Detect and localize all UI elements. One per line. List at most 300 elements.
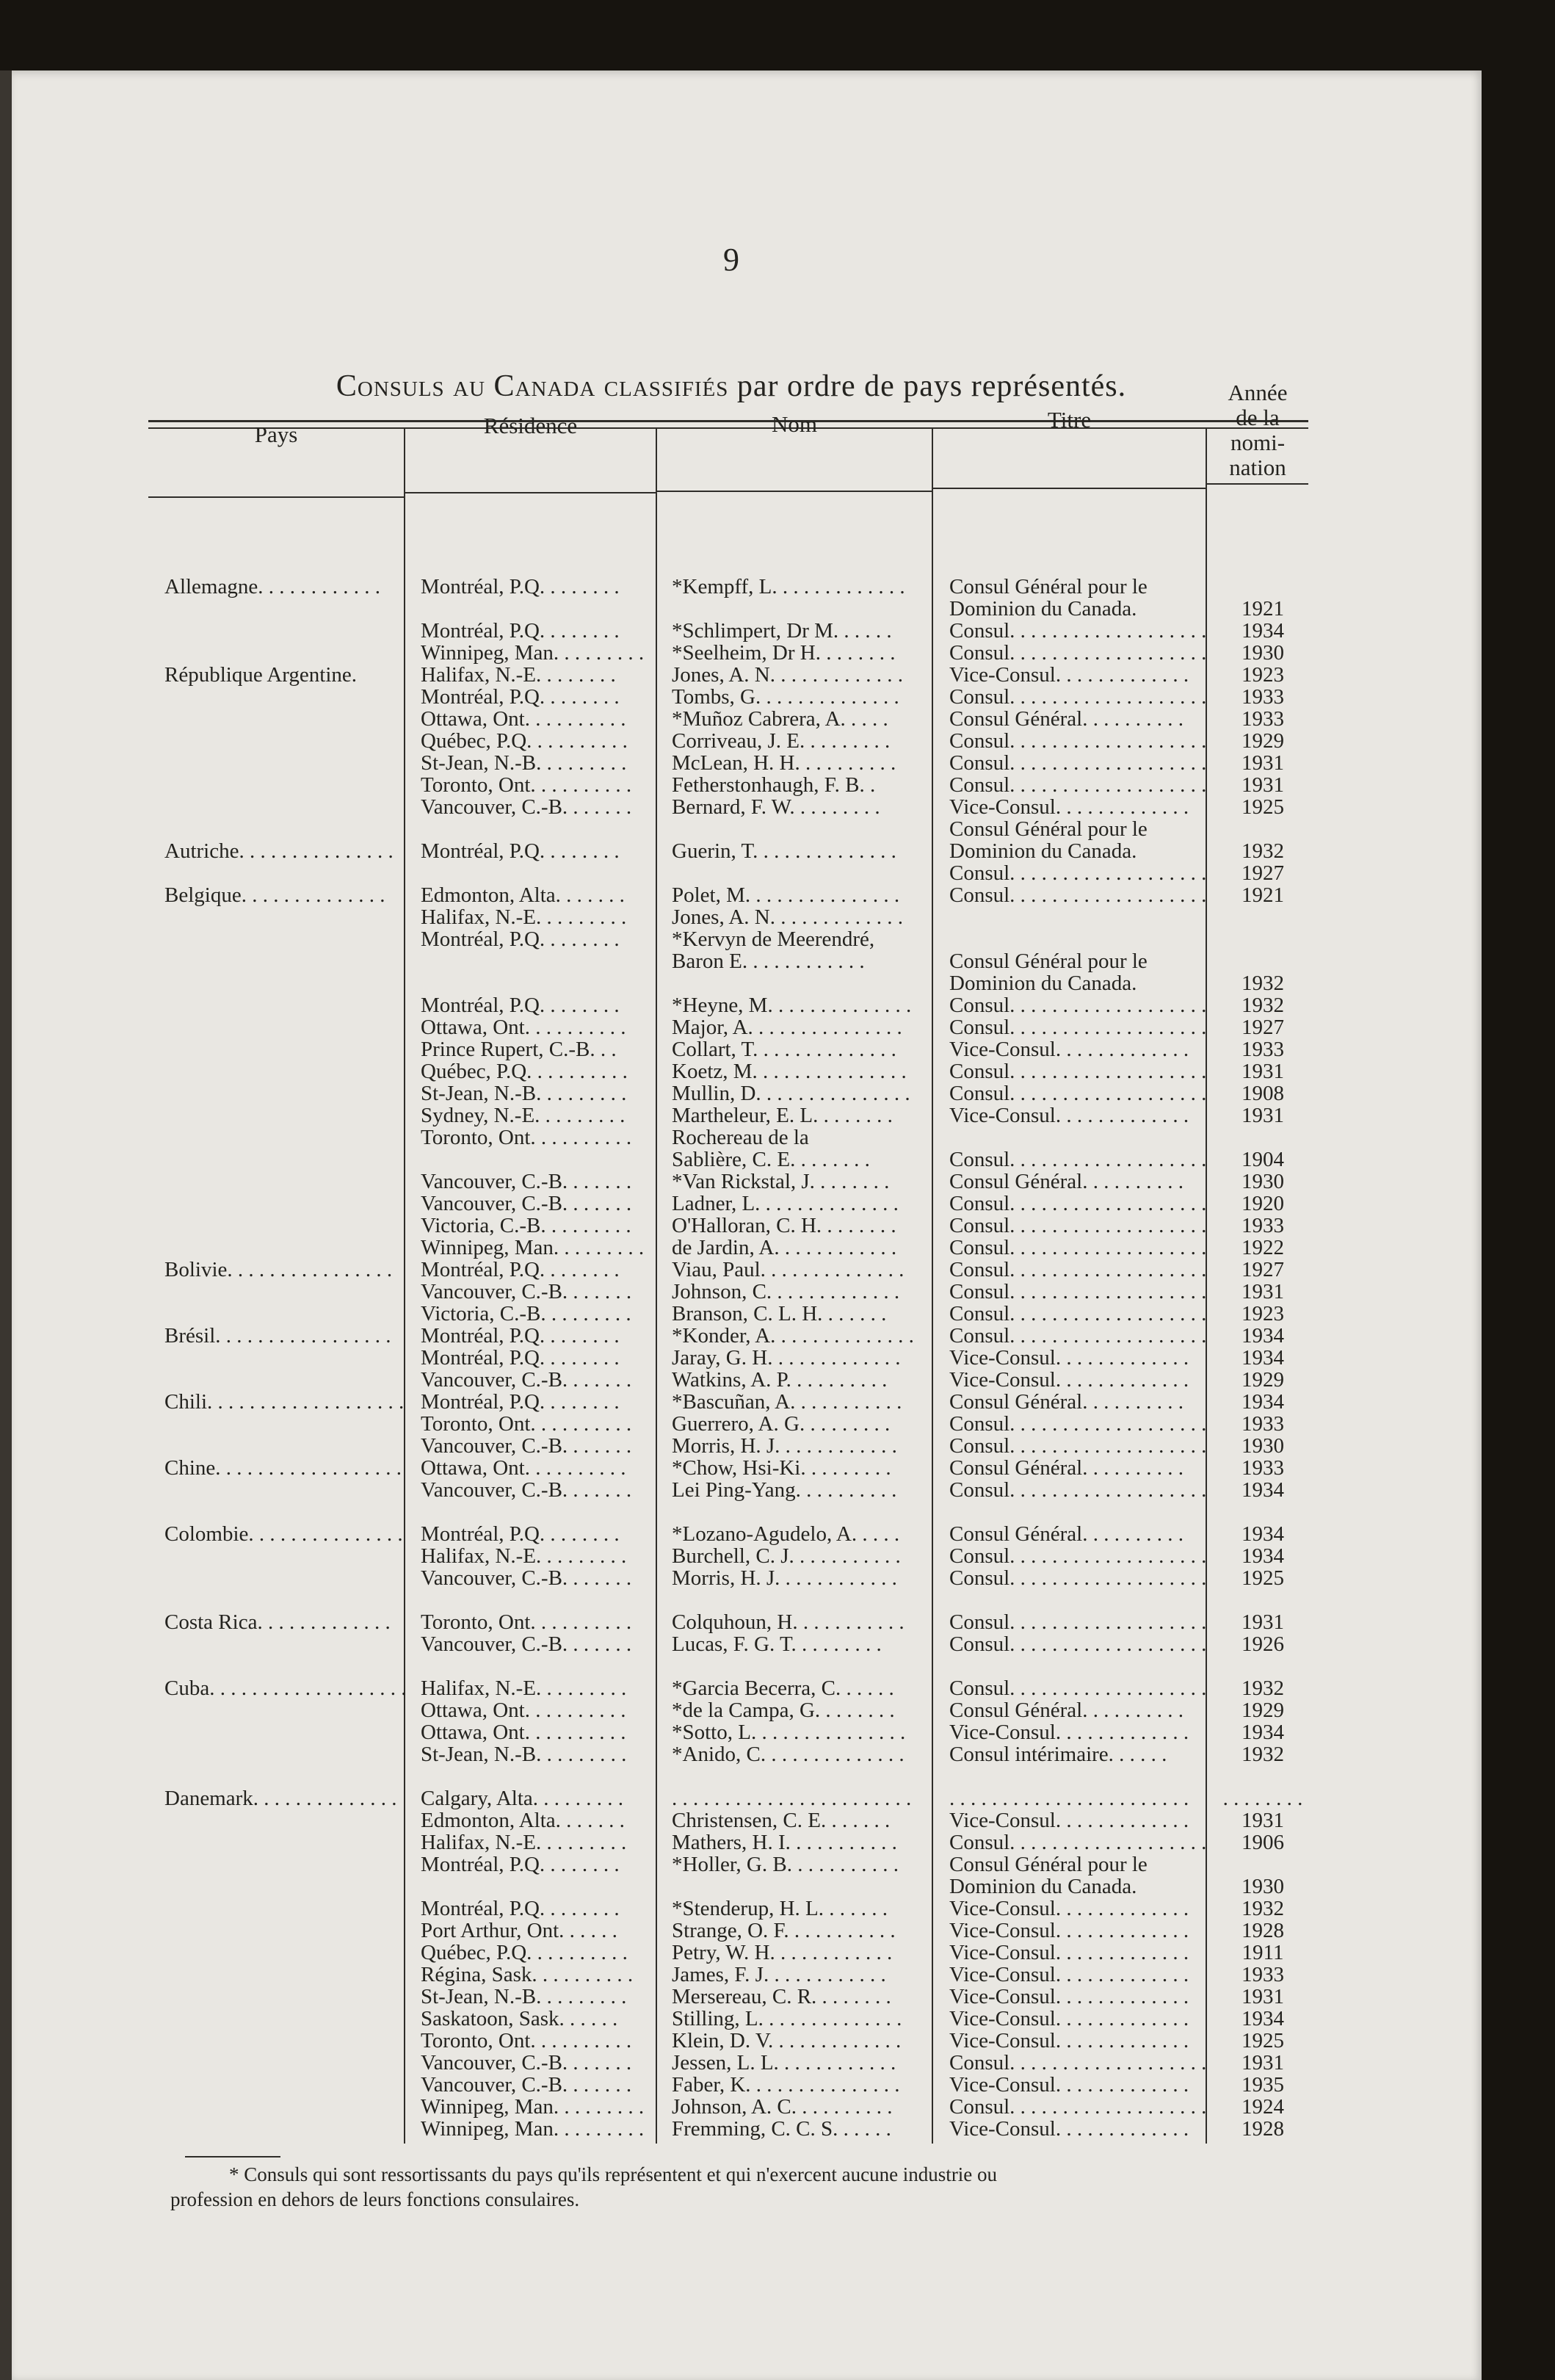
residence-cell: Toronto, Ont. . . . . . . . . . xyxy=(421,1413,632,1435)
residence-cell: Montréal, P.Q. . . . . . . . xyxy=(421,1523,620,1545)
country-cell xyxy=(150,2118,415,2140)
name-cell: Petry, W. H. . . . . . . . . . . . xyxy=(672,1942,893,1964)
country-cell xyxy=(150,1435,415,1457)
name-cell: Guerin, T. . . . . . . . . . . . . . xyxy=(672,840,896,862)
residence-cell: St-Jean, N.-B. . . . . . . . . xyxy=(421,1743,627,1765)
title-cell: Consul. . . . . . . . . . . . . . . . . . . xyxy=(949,862,1207,884)
residence-cell: Winnipeg, Man. . . . . . . . . xyxy=(421,1237,645,1259)
residence-cell: Sydney, N.-E. . . . . . . . . xyxy=(421,1104,626,1126)
country-cell xyxy=(150,1986,415,2008)
scan-edge xyxy=(0,70,12,2380)
table-row xyxy=(150,2118,1307,2140)
title-cell: Consul. . . . . . . . . . . . . . . . . . . xyxy=(949,1149,1207,1171)
year-cell: 1931 xyxy=(1242,1060,1284,1082)
year-cell: 1934 xyxy=(1242,620,1284,642)
title-cell: . . . . . . . . . . . . . . . . . . . . . . . xyxy=(949,1787,1189,1809)
year-cell: 1928 xyxy=(1242,1920,1284,1942)
year-cell: 1934 xyxy=(1242,1721,1284,1743)
name-cell: Fetherstonhaugh, F. B. . xyxy=(672,774,876,796)
title-cell: Consul Général pour le xyxy=(949,1853,1148,1876)
spacer-row xyxy=(150,1501,1307,1523)
name-cell: Jessen, L. L. . . . . . . . . . . . xyxy=(672,2052,896,2074)
title-cell: Vice-Consul. . . . . . . . . . . . . xyxy=(949,1347,1189,1369)
country-cell: Costa Rica. . . . . . . . . . . . . xyxy=(164,1611,391,1633)
country-cell xyxy=(150,1942,415,1964)
country-cell xyxy=(150,1369,415,1391)
residence-cell xyxy=(415,972,666,994)
title-cell: Consul Général pour le xyxy=(949,950,1148,972)
year-cell: 1931 xyxy=(1242,1281,1284,1303)
title-cell: Consul. . . . . . . . . . . . . . . . . . . xyxy=(949,1193,1207,1215)
country-cell xyxy=(150,1303,415,1325)
country-cell: Cuba. . . . . . . . . . . . . . . . . . . xyxy=(164,1677,407,1699)
table-row xyxy=(150,686,1307,708)
residence-cell: Edmonton, Alta. . . . . . . xyxy=(421,884,625,906)
table-row xyxy=(150,1193,1307,1215)
residence-cell: Vancouver, C.-B. . . . . . . xyxy=(421,1369,632,1391)
header-titre: Titre xyxy=(1047,407,1092,433)
footnote-line-1: * Consuls qui sont ressortissants du pays qu'ils représentent et qui n'exercent aucune industrie ou xyxy=(229,2163,998,2185)
name-cell: Ladner, L. . . . . . . . . . . . . . xyxy=(672,1193,899,1215)
year-cell: 1927 xyxy=(1242,1259,1284,1281)
residence-cell: Montréal, P.Q. . . . . . . . xyxy=(421,576,620,598)
title-cell: Vice-Consul. . . . . . . . . . . . . xyxy=(949,1920,1189,1942)
country-cell xyxy=(150,752,415,774)
name-cell: *Garcia Becerra, C. . . . . . xyxy=(672,1677,894,1699)
country-cell: Allemagne. . . . . . . . . . . . xyxy=(164,576,380,598)
year-cell: 1934 xyxy=(1242,1347,1284,1369)
year-cell: 1930 xyxy=(1242,1435,1284,1457)
table-row xyxy=(150,752,1307,774)
country-cell xyxy=(150,642,415,664)
title-cell: Consul Général. . . . . . . . . . xyxy=(949,708,1184,730)
year-cell: 1930 xyxy=(1242,1876,1284,1898)
name-cell: *Holler, G. B. . . . . . . . . . . xyxy=(672,1853,899,1876)
residence-cell: Vancouver, C.-B. . . . . . . xyxy=(421,1435,632,1457)
title-cell: Vice-Consul. . . . . . . . . . . . . xyxy=(949,1942,1189,1964)
year-cell: 1928 xyxy=(1242,2118,1284,2140)
header-underline-4 xyxy=(933,488,1206,489)
name-cell: *Lozano-Agudelo, A. . . . . xyxy=(672,1523,900,1545)
country-cell xyxy=(150,994,415,1016)
residence-cell: Edmonton, Alta. . . . . . . xyxy=(421,1809,625,1831)
residence-cell: Vancouver, C.-B. . . . . . . xyxy=(421,1633,632,1655)
country-cell xyxy=(150,928,415,950)
residence-cell: Vancouver, C.-B. . . . . . . xyxy=(421,1567,632,1589)
name-cell: Mathers, H. I. . . . . . . . . . . xyxy=(672,1831,897,1853)
year-cell: 1934 xyxy=(1242,1523,1284,1545)
table-row xyxy=(150,1215,1307,1237)
year-cell xyxy=(1219,928,1307,950)
country-cell xyxy=(150,906,415,928)
table-row xyxy=(150,1964,1307,1986)
name-cell: Lei Ping-Yang. . . . . . . . . . xyxy=(672,1479,897,1501)
name-cell: Koetz, M. . . . . . . . . . . . . . . xyxy=(672,1060,907,1082)
table-row xyxy=(150,840,1307,862)
residence-cell: St-Jean, N.-B. . . . . . . . . xyxy=(421,752,627,774)
title-cell: Consul. . . . . . . . . . . . . . . . . . . xyxy=(949,1633,1207,1655)
title-cell: Consul. . . . . . . . . . . . . . . . . . . xyxy=(949,1413,1207,1435)
spacer-row xyxy=(150,1765,1307,1787)
year-cell: 1931 xyxy=(1242,2052,1284,2074)
year-cell: 1932 xyxy=(1242,994,1284,1016)
residence-cell: Vancouver, C.-B. . . . . . . xyxy=(421,796,632,818)
residence-cell: Montréal, P.Q. . . . . . . . xyxy=(421,1347,620,1369)
country-cell xyxy=(150,1876,415,1898)
title-cell: Vice-Consul. . . . . . . . . . . . . xyxy=(949,2118,1189,2140)
title-cell: Consul. . . . . . . . . . . . . . . . . . . xyxy=(949,1060,1207,1082)
residence-cell: Régina, Sask. . . . . . . . . . xyxy=(421,1964,634,1986)
residence-cell: Vancouver, C.-B. . . . . . . xyxy=(421,1171,632,1193)
table-row xyxy=(150,1435,1307,1457)
name-cell: Fremming, C. C. S. . . . . . xyxy=(672,2118,891,2140)
residence-cell xyxy=(415,1149,666,1171)
table-row xyxy=(150,1545,1307,1567)
country-cell xyxy=(150,1193,415,1215)
name-cell: Colquhoun, H. . . . . . . . . . . xyxy=(672,1611,905,1633)
residence-cell: Montréal, P.Q. . . . . . . . xyxy=(421,928,620,950)
year-cell xyxy=(1219,818,1307,840)
residence-cell: Vancouver, C.-B. . . . . . . xyxy=(421,2052,632,2074)
name-cell: *Heyne, M. . . . . . . . . . . . . . xyxy=(672,994,912,1016)
title-cell: Consul Général. . . . . . . . . . xyxy=(949,1171,1184,1193)
residence-cell: Montréal, P.Q. . . . . . . . xyxy=(421,1325,620,1347)
year-cell: 1930 xyxy=(1242,642,1284,664)
table-row xyxy=(150,2030,1307,2052)
title-cell: Consul. . . . . . . . . . . . . . . . . . . xyxy=(949,620,1207,642)
residence-cell: Montréal, P.Q. . . . . . . . xyxy=(421,840,620,862)
residence-cell: Calgary, Alta. . . . . . . . . xyxy=(421,1787,623,1809)
country-cell xyxy=(150,686,415,708)
year-cell: 1920 xyxy=(1242,1193,1284,1215)
table-row xyxy=(150,972,1307,994)
title-cell: Vice-Consul. . . . . . . . . . . . . xyxy=(949,1721,1189,1743)
table-row xyxy=(150,1942,1307,1964)
year-cell: 1922 xyxy=(1242,1237,1284,1259)
table-row xyxy=(150,1016,1307,1038)
table-row xyxy=(150,950,1307,972)
table-row xyxy=(150,1920,1307,1942)
header-annee-line-2: de la xyxy=(1236,405,1280,430)
year-cell: 1929 xyxy=(1242,730,1284,752)
name-cell: Faber, K. . . . . . . . . . . . . . . xyxy=(672,2074,900,2096)
year-cell xyxy=(1219,576,1307,598)
name-cell: Tombs, G. . . . . . . . . . . . . . xyxy=(672,686,899,708)
year-cell: 1906 xyxy=(1242,1831,1284,1853)
country-cell xyxy=(150,2052,415,2074)
name-cell xyxy=(666,1876,943,1898)
table-row xyxy=(150,708,1307,730)
country-cell xyxy=(150,1699,415,1721)
residence-cell: Montréal, P.Q. . . . . . . . xyxy=(421,994,620,1016)
residence-cell: Vancouver, C.-B. . . . . . . xyxy=(421,1479,632,1501)
residence-cell: Victoria, C.-B. . . . . . . . . xyxy=(421,1303,631,1325)
country-cell xyxy=(150,1567,415,1589)
table-row xyxy=(150,796,1307,818)
table-row xyxy=(150,1126,1307,1149)
name-cell: Corriveau, J. E. . . . . . . . . xyxy=(672,730,891,752)
country-cell xyxy=(150,1281,415,1303)
country-cell xyxy=(150,1721,415,1743)
residence-cell: Toronto, Ont. . . . . . . . . . xyxy=(421,1126,632,1149)
country-cell xyxy=(150,1831,415,1853)
header-residence: Résidence xyxy=(483,413,578,438)
residence-cell: Ottawa, Ont. . . . . . . . . . xyxy=(421,1016,626,1038)
name-cell: Mersereau, C. R. . . . . . . . xyxy=(672,1986,891,2008)
country-cell xyxy=(150,774,415,796)
title-cell: Consul Général. . . . . . . . . . xyxy=(949,1699,1184,1721)
title-cell: Consul Général. . . . . . . . . . xyxy=(949,1523,1184,1545)
table-row xyxy=(150,1831,1307,1853)
year-cell: 1934 xyxy=(1242,1325,1284,1347)
table-row xyxy=(150,1369,1307,1391)
name-cell: Mullin, D. . . . . . . . . . . . . . . xyxy=(672,1082,910,1104)
country-cell: Autriche. . . . . . . . . . . . . . . xyxy=(164,840,394,862)
residence-cell: Winnipeg, Man. . . . . . . . . xyxy=(421,2118,645,2140)
country-cell xyxy=(150,1126,415,1149)
title-cell: Vice-Consul. . . . . . . . . . . . . xyxy=(949,1964,1189,1986)
country-cell xyxy=(150,1038,415,1060)
name-cell: Christensen, C. E. . . . . . . xyxy=(672,1809,891,1831)
header-nom: Nom xyxy=(772,411,817,437)
title-cell: Consul. . . . . . . . . . . . . . . . . . . xyxy=(949,994,1207,1016)
title-cell: Consul. . . . . . . . . . . . . . . . . . . xyxy=(949,642,1207,664)
table-row xyxy=(150,1391,1307,1413)
table-row xyxy=(150,928,1307,950)
residence-cell: Montréal, P.Q. . . . . . . . xyxy=(421,620,620,642)
country-cell xyxy=(150,1479,415,1501)
year-cell: 1933 xyxy=(1242,686,1284,708)
year-cell: 1932 xyxy=(1242,1677,1284,1699)
year-cell: 1927 xyxy=(1242,862,1284,884)
year-cell xyxy=(1219,906,1307,928)
residence-cell: Montréal, P.Q. . . . . . . . xyxy=(421,1853,620,1876)
residence-cell: Montréal, P.Q. . . . . . . . xyxy=(421,1391,620,1413)
table-row xyxy=(150,1413,1307,1435)
name-cell: *Van Rickstal, J. . . . . . . . xyxy=(672,1171,890,1193)
country-cell: Chine. . . . . . . . . . . . . . . . . . xyxy=(164,1457,402,1479)
table-row xyxy=(150,1677,1307,1699)
year-cell: 1925 xyxy=(1242,2030,1284,2052)
spacer-row xyxy=(150,1655,1307,1677)
name-cell: Bernard, F. W. . . . . . . . . xyxy=(672,796,880,818)
title-cell: Consul. . . . . . . . . . . . . . . . . . . xyxy=(949,884,1207,906)
table-row xyxy=(150,1523,1307,1545)
name-cell: Burchell, C. J. . . . . . . . . . . xyxy=(672,1545,901,1567)
name-cell: *de la Campa, G. . . . . . . . xyxy=(672,1699,895,1721)
table-row xyxy=(150,1853,1307,1876)
country-cell xyxy=(150,598,415,620)
table-row xyxy=(150,1567,1307,1589)
name-cell: *Seelheim, Dr H. . . . . . . . xyxy=(672,642,896,664)
table-row xyxy=(150,730,1307,752)
title-cell: Vice-Consul. . . . . . . . . . . . . xyxy=(949,2074,1189,2096)
name-cell: O'Halloran, C. H. . . . . . . . xyxy=(672,1215,896,1237)
consul-table xyxy=(150,576,1307,2140)
name-cell: *Anido, C. . . . . . . . . . . . . . xyxy=(672,1743,905,1765)
table-row xyxy=(150,1699,1307,1721)
residence-cell: Winnipeg, Man. . . . . . . . . xyxy=(421,2096,645,2118)
name-cell: Major, A. . . . . . . . . . . . . . . xyxy=(672,1016,902,1038)
title-cell: Consul. . . . . . . . . . . . . . . . . . . xyxy=(949,1281,1207,1303)
table-row xyxy=(150,1082,1307,1104)
residence-cell: St-Jean, N.-B. . . . . . . . . xyxy=(421,1986,627,2008)
name-cell: *Schlimpert, Dr M. . . . . . xyxy=(672,620,892,642)
name-cell: Lucas, F. G. T. . . . . . . . . xyxy=(672,1633,882,1655)
country-cell xyxy=(150,1215,415,1237)
residence-cell: Saskatoon, Sask. . . . . . xyxy=(421,2008,618,2030)
residence-cell: Toronto, Ont. . . . . . . . . . xyxy=(421,2030,632,2052)
title-cell: Consul intérimaire. . . . . . xyxy=(949,1743,1167,1765)
table-row xyxy=(150,1457,1307,1479)
spacer-cell xyxy=(150,1589,1307,1611)
name-cell: de Jardin, A. . . . . . . . . . . . xyxy=(672,1237,897,1259)
country-cell xyxy=(150,620,415,642)
country-cell xyxy=(150,1237,415,1259)
title-cell: Vice-Consul. . . . . . . . . . . . . xyxy=(949,664,1189,686)
residence-cell: Québec, P.Q. . . . . . . . . . xyxy=(421,1060,628,1082)
name-cell: Jones, A. N. . . . . . . . . . . . . xyxy=(672,664,903,686)
name-cell: Morris, H. J. . . . . . . . . . . . xyxy=(672,1567,897,1589)
country-cell xyxy=(150,1149,415,1171)
year-cell: 1921 xyxy=(1242,884,1284,906)
country-cell xyxy=(150,1347,415,1369)
country-cell xyxy=(150,950,415,972)
table-row xyxy=(150,818,1307,840)
header-underline-3 xyxy=(657,491,932,492)
table-row xyxy=(150,1479,1307,1501)
spacer-cell xyxy=(150,1655,1307,1677)
country-cell xyxy=(150,730,415,752)
table-row xyxy=(150,1611,1307,1633)
year-cell: 1931 xyxy=(1242,752,1284,774)
table-row xyxy=(150,620,1307,642)
year-cell: 1925 xyxy=(1242,1567,1284,1589)
name-cell xyxy=(666,972,943,994)
residence-cell: Vancouver, C.-B. . . . . . . xyxy=(421,1193,632,1215)
title-cell: Vice-Consul. . . . . . . . . . . . . xyxy=(949,1369,1189,1391)
name-cell: Polet, M. . . . . . . . . . . . . . . xyxy=(672,884,900,906)
name-cell xyxy=(666,862,943,884)
country-cell: Chili. . . . . . . . . . . . . . . . . . . xyxy=(164,1391,405,1413)
country-cell xyxy=(150,1964,415,1986)
title-cell: Consul. . . . . . . . . . . . . . . . . . . xyxy=(949,1237,1207,1259)
table-row xyxy=(150,2052,1307,2074)
footnote xyxy=(170,2162,1345,2212)
name-cell: Rochereau de la xyxy=(672,1126,809,1149)
table-row xyxy=(150,1060,1307,1082)
residence-cell xyxy=(415,818,666,840)
name-cell: Branson, C. L. H. . . . . . . xyxy=(672,1303,887,1325)
residence-cell: Vancouver, C.-B. . . . . . . xyxy=(421,2074,632,2096)
country-cell xyxy=(150,2096,415,2118)
residence-cell: Winnipeg, Man. . . . . . . . . xyxy=(421,642,645,664)
title-cell: Consul. . . . . . . . . . . . . . . . . . . xyxy=(949,1082,1207,1104)
title-cell: Consul Général. . . . . . . . . . xyxy=(949,1457,1184,1479)
page-number: 9 xyxy=(723,242,739,278)
title-cell: Dominion du Canada. xyxy=(949,840,1137,862)
name-cell: Jaray, G. H. . . . . . . . . . . . . xyxy=(672,1347,901,1369)
year-cell xyxy=(1219,1126,1307,1149)
name-cell: Guerrero, A. G. . . . . . . . . xyxy=(672,1413,891,1435)
year-cell: 1927 xyxy=(1242,1016,1284,1038)
table-row xyxy=(150,1281,1307,1303)
title-cell: Consul. . . . . . . . . . . . . . . . . . . xyxy=(949,1611,1207,1633)
year-cell: 1934 xyxy=(1242,1545,1284,1567)
table-row xyxy=(150,1237,1307,1259)
title-small-caps: Consuls au Canada classifiés xyxy=(336,369,729,403)
title-cell: Consul. . . . . . . . . . . . . . . . . . . xyxy=(949,686,1207,708)
table-row xyxy=(150,1876,1307,1898)
country-cell xyxy=(150,1920,415,1942)
country-cell xyxy=(150,1082,415,1104)
table-row xyxy=(150,1809,1307,1831)
year-cell: 1934 xyxy=(1242,1479,1284,1501)
residence-cell: Toronto, Ont. . . . . . . . . . xyxy=(421,1611,632,1633)
year-cell: 1911 xyxy=(1242,1942,1284,1964)
country-cell xyxy=(150,818,415,840)
table-row xyxy=(150,1038,1307,1060)
name-cell: Collart, T. . . . . . . . . . . . . . xyxy=(672,1038,896,1060)
residence-cell: Montréal, P.Q. . . . . . . . xyxy=(421,686,620,708)
title-cell: Consul. . . . . . . . . . . . . . . . . . . xyxy=(949,2052,1207,2074)
year-cell: 1931 xyxy=(1242,1611,1284,1633)
title-cell: Dominion du Canada. xyxy=(949,972,1137,994)
title-cell: Vice-Consul. . . . . . . . . . . . . xyxy=(949,1986,1189,2008)
year-cell: 1933 xyxy=(1242,1038,1284,1060)
name-cell: Viau, Paul. . . . . . . . . . . . . . xyxy=(672,1259,905,1281)
year-cell: 1929 xyxy=(1242,1369,1284,1391)
name-cell: *Konder, A. . . . . . . . . . . . . . xyxy=(672,1325,914,1347)
country-cell xyxy=(150,1743,415,1765)
residence-cell: Halifax, N.-E. . . . . . . . . xyxy=(421,906,627,928)
table-row xyxy=(150,884,1307,906)
country-cell: République Argentine. xyxy=(164,664,358,686)
country-cell xyxy=(150,708,415,730)
country-cell xyxy=(150,2008,415,2030)
title-cell: Dominion du Canada. xyxy=(949,1876,1137,1898)
country-cell: Colombie. . . . . . . . . . . . . . . xyxy=(164,1523,403,1545)
year-cell: 1924 xyxy=(1242,2096,1284,2118)
country-cell xyxy=(150,1545,415,1567)
name-cell: *Stenderup, H. L. . . . . . . xyxy=(672,1898,888,1920)
header-underline-5 xyxy=(1207,483,1308,485)
country-cell: Brésil. . . . . . . . . . . . . . . . . xyxy=(164,1325,391,1347)
footnote-rule xyxy=(185,2156,280,2157)
name-cell: *Kervyn de Meerendré, xyxy=(672,928,875,950)
spacer-cell xyxy=(150,1501,1307,1523)
name-cell: *Muñoz Cabrera, A. . . . . xyxy=(672,708,888,730)
title-cell: Consul. . . . . . . . . . . . . . . . . . . xyxy=(949,1303,1207,1325)
year-cell: 1933 xyxy=(1242,1457,1284,1479)
title-cell: Dominion du Canada. xyxy=(949,598,1137,620)
year-cell: . . . . . . . . xyxy=(1222,1787,1303,1809)
name-cell: Johnson, A. C. . . . . . . . . . xyxy=(672,2096,893,2118)
title-cell: Consul. . . . . . . . . . . . . . . . . . . xyxy=(949,1831,1207,1853)
residence-cell: Toronto, Ont. . . . . . . . . . xyxy=(421,774,632,796)
country-cell xyxy=(150,2074,415,2096)
title-cell: Vice-Consul. . . . . . . . . . . . . xyxy=(949,1038,1189,1060)
country-cell xyxy=(150,1016,415,1038)
table-row xyxy=(150,598,1307,620)
year-cell: 1933 xyxy=(1242,1413,1284,1435)
title-cell: Vice-Consul. . . . . . . . . . . . . xyxy=(949,2008,1189,2030)
consul-table-body xyxy=(150,576,1307,2140)
title-cell: Consul. . . . . . . . . . . . . . . . . . . xyxy=(949,2096,1207,2118)
residence-cell: Ottawa, Ont. . . . . . . . . . xyxy=(421,1457,626,1479)
spacer-cell xyxy=(150,1765,1307,1787)
year-cell: 1935 xyxy=(1242,2074,1284,2096)
